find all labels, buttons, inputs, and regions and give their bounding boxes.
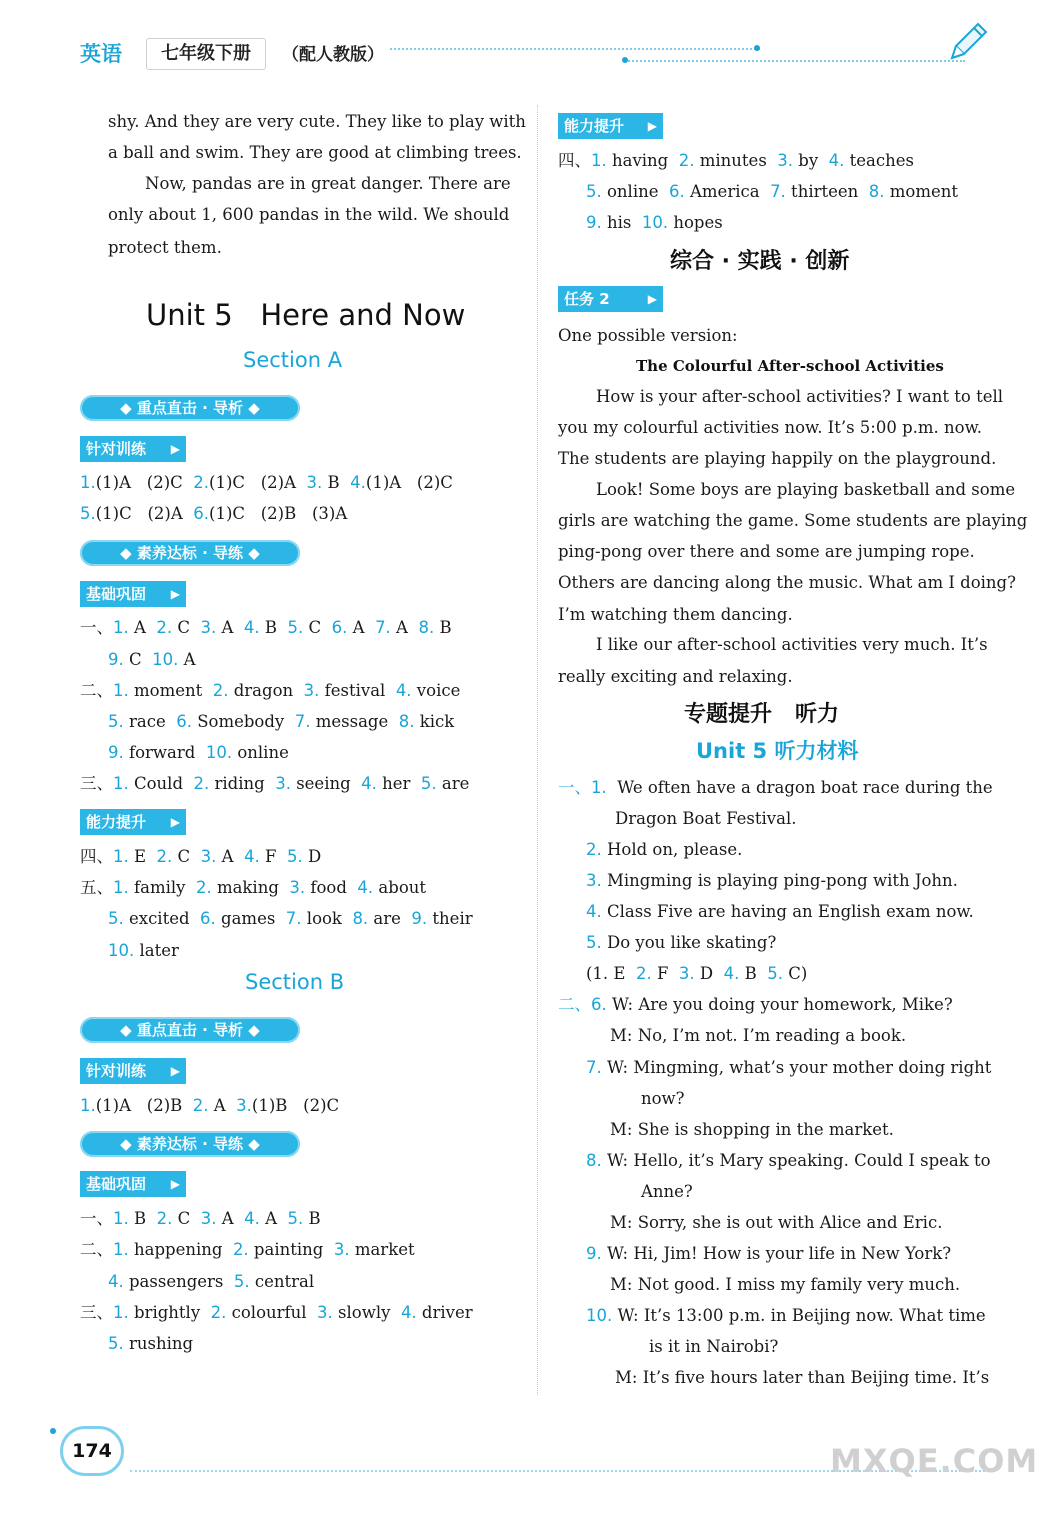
listening-answers: (1. E 2. F 3. D 4. B 5. C)	[586, 964, 808, 983]
section-b-title: Section B	[245, 970, 345, 994]
listening-line: 9. W: Hi, Jim! How is your life in New York?	[586, 1244, 952, 1263]
page-number: 174	[60, 1426, 124, 1476]
essay-line: The students are playing happily on the playground.	[558, 449, 997, 468]
listening-line: 5. Do you like skating?	[586, 933, 777, 952]
answer-line: 5. online 6. America 7. thirteen 8. moment	[586, 182, 959, 201]
listening-line: Dragon Boat Festival.	[615, 809, 797, 828]
answer-line: 9. forward 10. online	[108, 743, 289, 762]
essay-line: I’m watching them dancing.	[558, 605, 793, 624]
listening-line: 3. Mingming is playing ping-pong with John.	[586, 871, 958, 890]
answer-line: 五、1. family 2. making 3. food 4. about	[80, 878, 427, 897]
pen-icon	[948, 20, 990, 62]
answer-line: 1.(1)A (2)B 2. A 3.(1)B (2)C	[80, 1096, 340, 1115]
listening-line: 2. Hold on, please.	[586, 840, 743, 859]
listening-line: Anne?	[641, 1182, 693, 1201]
unit5-listening-title: Unit 5 听力材料	[696, 739, 859, 763]
tag-zhendui: 针对训练 ▶	[80, 1058, 186, 1084]
header-dotted-line	[390, 48, 760, 50]
listening-line: now?	[641, 1089, 685, 1108]
tag-jichu: 基础巩固 ▶	[80, 1171, 186, 1197]
essay-line: girls are watching the game. Some students are playing	[558, 511, 1028, 530]
essay-line: you my colourful activities now. It’s 5:00 p.m. now.	[558, 418, 982, 437]
essay-line: Look! Some boys are playing basketball and some	[596, 480, 1016, 499]
banner-suyang: ◆ 素养达标 · 导练 ◆	[80, 540, 300, 566]
listening-line: M: It’s five hours later than Beijing time. It’s	[615, 1368, 990, 1387]
listening-line: 4. Class Five are having an English exam now.	[586, 902, 974, 921]
answer-line: 5.(1)C (2)A 6.(1)C (2)B (3)A	[80, 504, 348, 523]
banner-zhongdian: ◆ 重点直击 · 导析 ◆	[80, 395, 300, 421]
possible-version: One possible version:	[558, 326, 738, 345]
essay-title: The Colourful After-school Activities	[636, 357, 944, 375]
answer-line: 10. later	[108, 941, 179, 960]
passage-line: only about 1, 600 pandas in the wild. We should	[108, 205, 510, 224]
answer-line: 5. race 6. Somebody 7. message 8. kick	[108, 712, 455, 731]
passage-line: Now, pandas are in great danger. There are	[145, 174, 511, 193]
answer-line: 9. his 10. hopes	[586, 213, 723, 232]
answer-line: 三、1. Could 2. riding 3. seeing 4. her 5. are	[80, 774, 470, 793]
answer-line: 一、1. B 2. C 3. A 4. A 5. B	[80, 1209, 321, 1228]
listening-line: 二、6. W: Are you doing your homework, Mike?	[558, 995, 953, 1014]
answer-line: 四、1. having 2. minutes 3. by 4. teaches	[558, 151, 914, 170]
answer-line: 二、1. moment 2. dragon 3. festival 4. voice	[80, 681, 461, 700]
passage-line: protect them.	[108, 238, 222, 257]
passage-line: shy. And they are very cute. They like to play with	[108, 112, 526, 131]
answer-line: 5. rushing	[108, 1334, 194, 1353]
watermark: MXQE.COM	[830, 1442, 1039, 1480]
zhuanti-title: 专题提升 听力	[684, 702, 839, 727]
listening-line: is it in Nairobi?	[649, 1337, 779, 1356]
answer-line: 4. passengers 5. central	[108, 1272, 315, 1291]
grade-label: 七年级下册	[146, 38, 266, 70]
listening-line: 8. W: Hello, it’s Mary speaking. Could I speak to	[586, 1151, 991, 1170]
answer-line: 二、1. happening 2. painting 3. market	[80, 1240, 415, 1259]
header-dot	[754, 45, 760, 51]
column-divider	[537, 105, 538, 1395]
banner-zhongdian: ◆ 重点直击 · 导析 ◆	[80, 1017, 300, 1043]
listening-line: 7. W: Mingming, what’s your mother doing right	[586, 1058, 992, 1077]
edition-label: （配人教版）	[282, 45, 384, 65]
tag-renwu: 任务 2 ▶	[558, 286, 663, 312]
answer-line: 9. C 10. A	[108, 650, 196, 669]
zonghe-title: 综合 · 实践 · 创新	[670, 249, 850, 274]
essay-line: How is your after-school activities? I want to tell	[596, 387, 1004, 406]
page-header	[0, 0, 1055, 80]
listening-line: M: Sorry, she is out with Alice and Eric.	[610, 1213, 943, 1232]
answer-line: 5. excited 6. games 7. look 8. are 9. their	[108, 909, 473, 928]
essay-line: ping-pong over there and some are jumping rope.	[558, 542, 975, 561]
tag-nengli: 能力提升 ▶	[80, 809, 186, 835]
listening-line: 10. W: It’s 13:00 p.m. in Beijing now. What time	[586, 1306, 986, 1325]
tag-nengli: 能力提升 ▶	[558, 113, 663, 139]
answer-line: 一、1. A 2. C 3. A 4. B 5. C 6. A 7. A 8. B	[80, 618, 452, 637]
listening-line: 一、1. We often have a dragon boat race during the	[558, 778, 993, 797]
tag-zhendui: 针对训练 ▶	[80, 436, 186, 462]
answer-line: 1.(1)A (2)C 2.(1)C (2)A 3. B 4.(1)A (2)C	[80, 473, 453, 492]
listening-line: M: Not good. I miss my family very much.	[610, 1275, 961, 1294]
unit-title: Unit 5 Here and Now	[146, 298, 466, 332]
footer-dot	[50, 1428, 56, 1434]
banner-suyang: ◆ 素养达标 · 导练 ◆	[80, 1131, 300, 1157]
answer-line: 三、1. brightly 2. colourful 3. slowly 4. driver	[80, 1303, 473, 1322]
header-dot	[622, 57, 628, 63]
subject-label: 英语	[80, 42, 122, 66]
essay-line: I like our after-school activities very much. It’s	[596, 635, 988, 654]
tag-jichu: 基础巩固 ▶	[80, 581, 186, 607]
listening-line: M: No, I’m not. I’m reading a book.	[610, 1026, 907, 1045]
section-a-title: Section A	[243, 348, 343, 372]
answer-line: 四、1. E 2. C 3. A 4. F 5. D	[80, 847, 322, 866]
essay-line: Others are dancing along the music. What am I doing?	[558, 573, 1016, 592]
passage-line: a ball and swim. They are good at climbing trees.	[108, 143, 522, 162]
essay-line: really exciting and relaxing.	[558, 667, 793, 686]
header-dotted-line-2	[625, 60, 965, 62]
listening-line: M: She is shopping in the market.	[610, 1120, 894, 1139]
